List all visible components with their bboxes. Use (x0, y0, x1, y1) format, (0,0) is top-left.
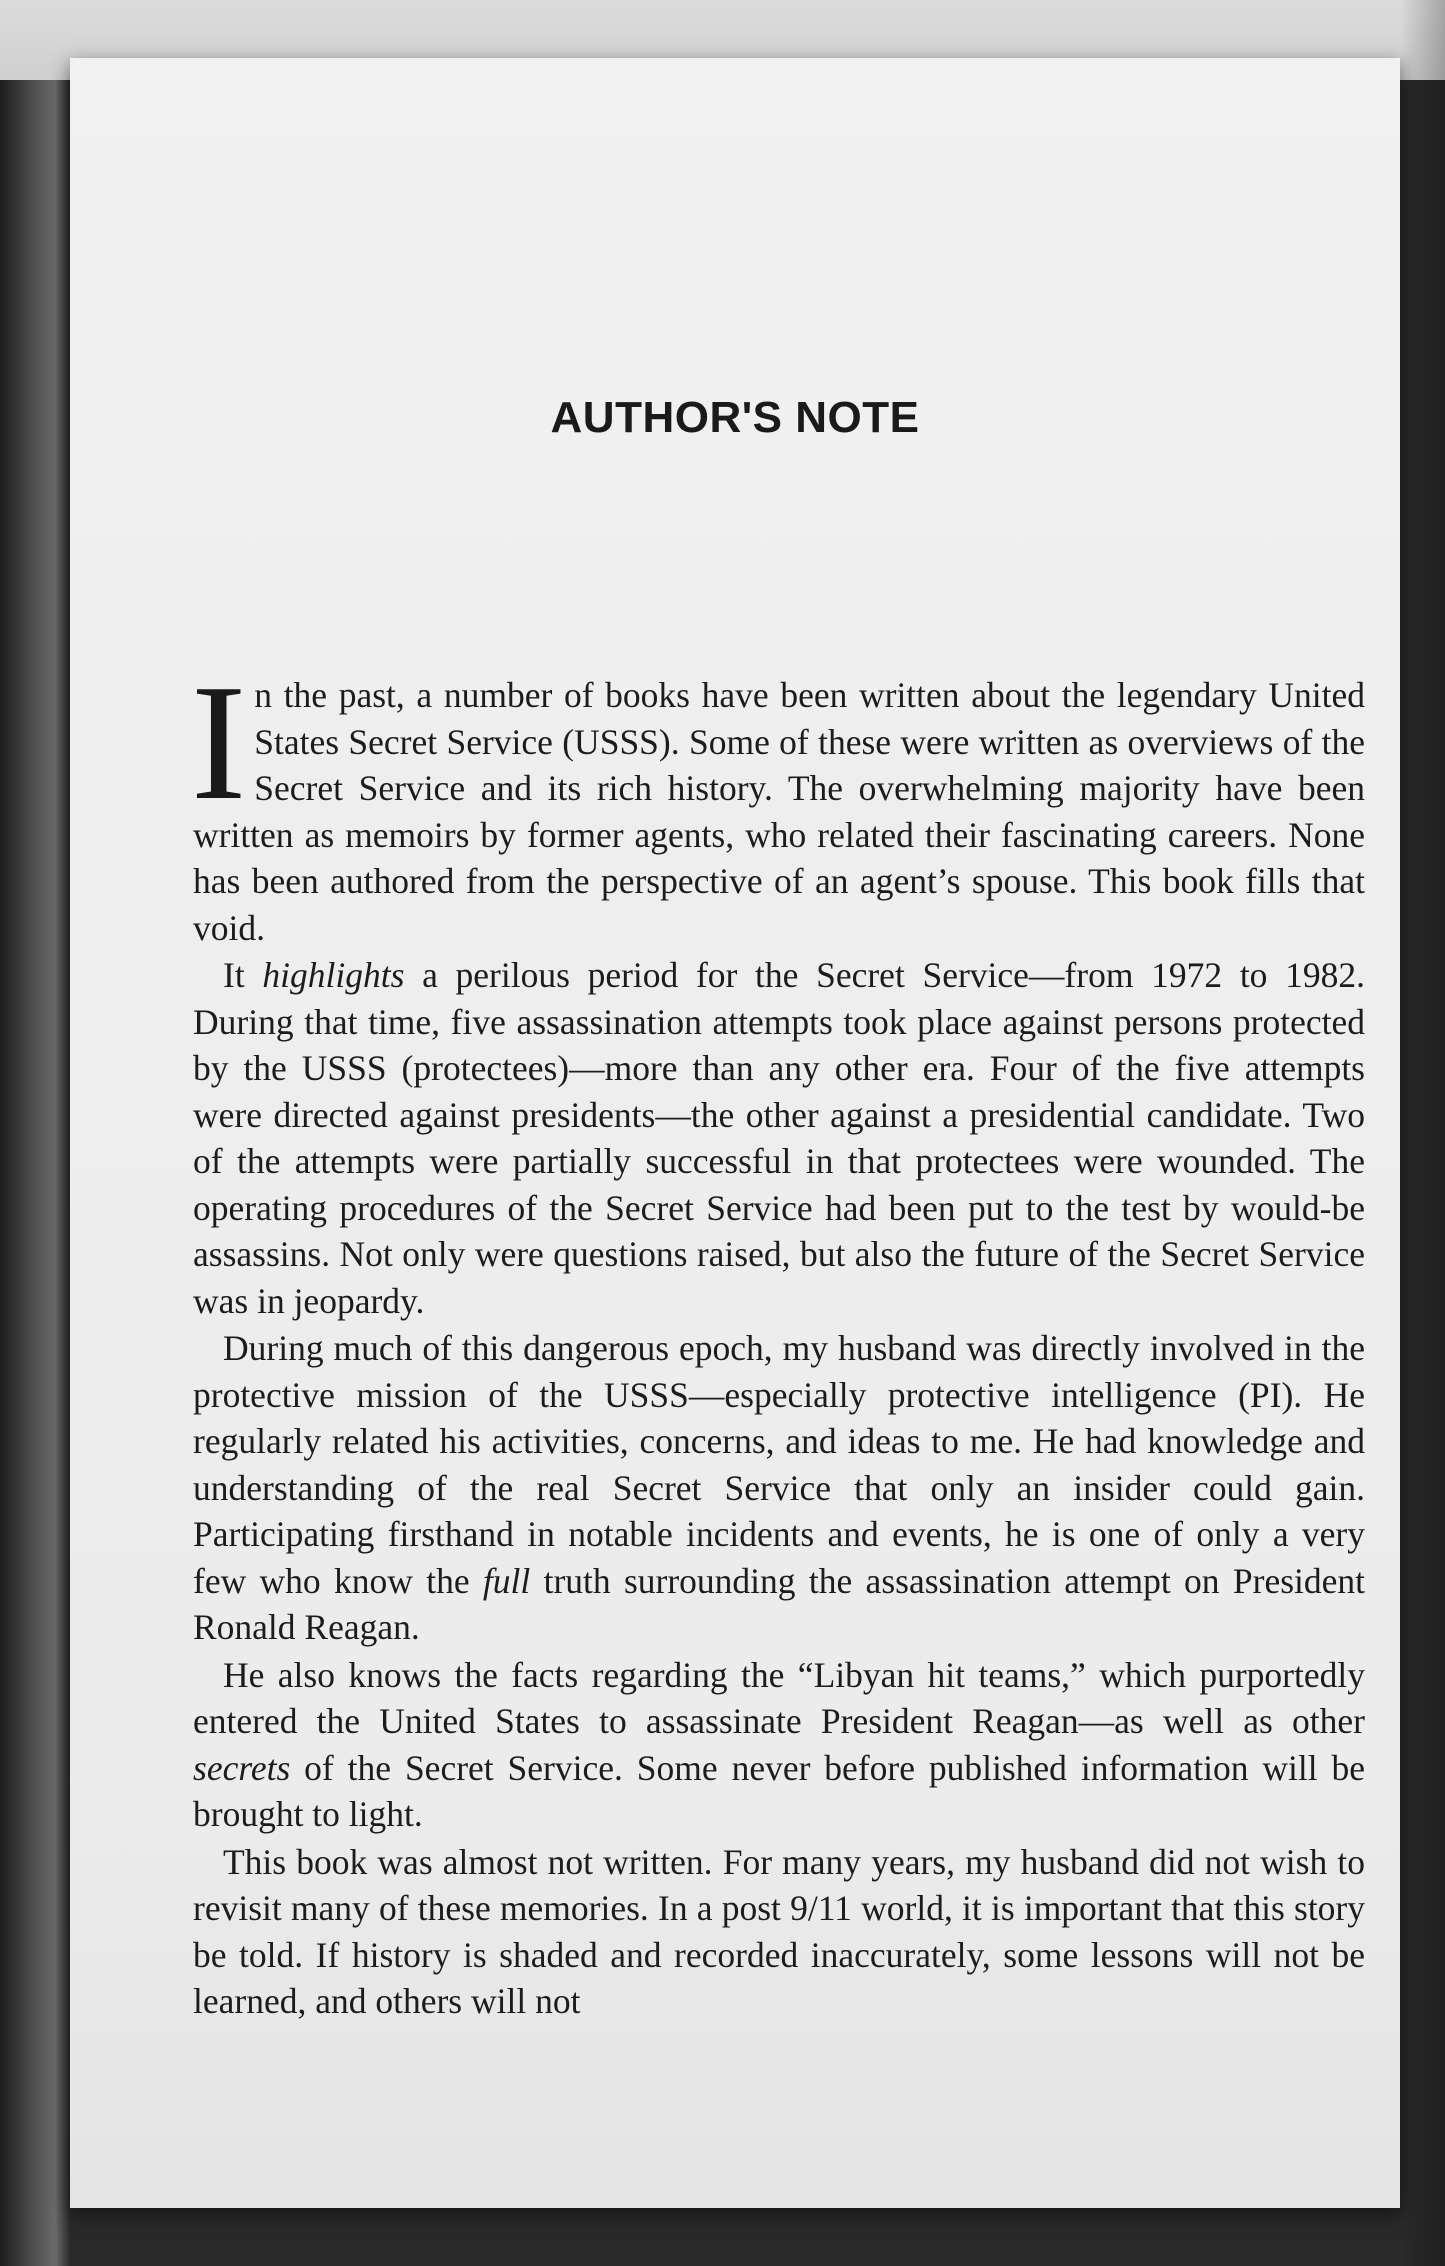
paragraph-3-emphasis: full (482, 1560, 531, 1601)
paragraph-4-text: He also knows the facts regarding the “Libyan hit teams,” which purportedly entered the United States to assassinate President Reagan—as well as other (193, 1654, 1365, 1741)
paragraph-4-text: of the Secret Service. Some never before published information will be brought to light. (193, 1747, 1365, 1834)
paragraph-3-text: During much of this dangerous epoch, my husband was directly involved in the protective mission of the USSS—especially protective intelligence (PI). He regularly related his activities, concerns, and ideas to me. He had knowledge and understanding of the real Secret Service that only an insider could gain. Participating firsthand in notable incidents and events, he is one of only a very few who know the (193, 1328, 1365, 1601)
paragraph-5 (193, 1839, 1365, 2025)
paragraph-5-text: This book was almost not written. For many years, my husband did not wish to revisit many of these memories. In a post 9/11 world, it is important that this story be told. If history is shaded and recorded inaccurately, some lessons will not be learned, and others will not (193, 1841, 1365, 2021)
paragraph-4-emphasis: secrets (193, 1747, 291, 1788)
paragraph-1-text: n the past, a number of books have been written about the legendary United States Secret Service (USSS). Some of these were written as overviews of the Secret Service and its rich history. The overwhelming majority have been written as memoirs by former agents, who related their fascinating careers. None has been authored from the perspective of an agent’s spouse. This book fills that void. (193, 675, 1365, 948)
paragraph-4 (193, 1652, 1365, 1838)
page-shadow (1400, 0, 1445, 2266)
drop-cap: I (191, 650, 247, 834)
paragraph-2-text: a perilous period for the Secret Service—from 1972 to 1982. During that time, five assassination attempts took place against persons protected by the USSS (protectees)—more than any other era. Four of the five attempts were directed against presidents—the other against a presidential candidate. Two of the attempts were partially successful in that protectees were wounded. The operating procedures of the Secret Service had been put to the test by would-be assassins. Not only were questions raised, but also the future of the Secret Service was in jeopardy. (193, 955, 1365, 1321)
paragraph-2 (193, 952, 1365, 1324)
paragraph-1 (191, 650, 1365, 951)
book-page (70, 58, 1400, 2208)
paragraph-3 (193, 1325, 1365, 1651)
paragraph-3-text: truth surrounding the assassination attempt on President Ronald Reagan. (193, 1560, 1365, 1647)
paragraph-2-emphasis: highlights (262, 955, 405, 995)
paragraph-2-text: It (223, 955, 263, 995)
page-title: AUTHOR'S NOTE (550, 393, 920, 442)
author-note-body (191, 650, 1365, 2026)
